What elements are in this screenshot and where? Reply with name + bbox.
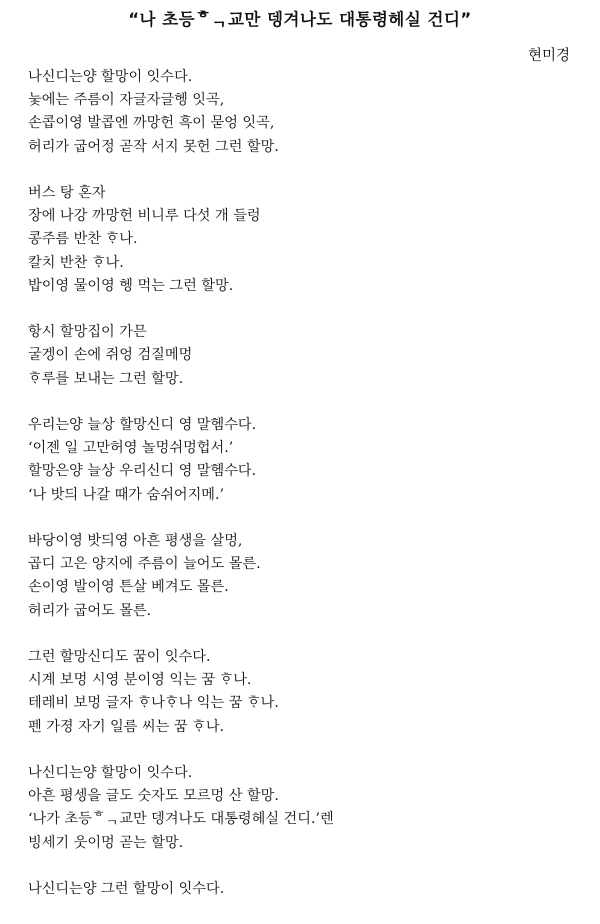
poem-line: 나신디는양 그런 할망이 잇수다.: [28, 881, 225, 897]
poem-line: 장에 나강 까망헌 비니루 다섯 개 들렁: [28, 208, 261, 225]
stanza-8: [28, 878, 588, 901]
stanza-6: [28, 646, 588, 739]
poem-line: 펜 가졍 자기 일름 씨는 꿈 ᄒᆞ나.: [28, 718, 225, 735]
poem-line: 굴겡이 손에 쥐엉 검질메멍: [28, 347, 193, 364]
stanza-1: [28, 66, 588, 159]
poem-line: 허리가 굽어정 곧작 서지 못헌 그런 할망.: [28, 138, 279, 155]
poem-line: 빙세기 웃이멍 곧는 할망.: [28, 834, 184, 851]
stanza-4: [28, 414, 588, 507]
poem-line: 바당이영 밧듸영 아흔 평생을 살멍,: [28, 533, 243, 549]
poem-line: 항시 할망집이 가믄: [28, 324, 147, 341]
poem-line: 나신디는양 할망이 잇수다.: [28, 765, 193, 781]
poem-line: 칼치 반찬 ᄒᆞ나.: [28, 254, 124, 271]
poem-line: 아흔 평셍을 글도 숫자도 모르멍 산 할망.: [28, 788, 279, 805]
poem-line: 허리가 굽어도 몰른.: [28, 602, 152, 619]
poem-line: 테레비 보멍 글자 ᄒᆞ나ᄒᆞ나 익는 꿈 ᄒᆞ나.: [28, 695, 279, 712]
stanza-5: [28, 530, 588, 623]
poem-line: 손이영 발이영 튼살 베겨도 몰른.: [28, 579, 229, 596]
poem-line: 밥이영 물이영 헹 먹는 그런 할망.: [28, 277, 234, 294]
stanza-2: [28, 182, 588, 298]
poem-line: ‘이젠 일 고만허영 놀멍쉬멍헙서.’: [28, 440, 234, 457]
poem-title: “나 초등ᄒᆨ교만 뎅겨나도 대통령헤실 건디”: [128, 10, 472, 29]
poem-body: [28, 66, 588, 924]
poem-line: 곱디 고은 양지에 주름이 늘어도 몰른.: [28, 556, 261, 573]
poem-line: 시계 보멍 시영 분이영 익는 꿈 ᄒᆞ나.: [28, 672, 252, 689]
poem-line: 나신디는양 할망이 잇수다.: [28, 69, 193, 85]
poem-line: 손콥이영 발콥엔 까망헌 흑이 묻엉 잇곡,: [28, 115, 275, 132]
stanza-3: [28, 321, 588, 391]
poem-author: 현미경: [527, 48, 570, 64]
poem-line: ‘나가 초등ᄒᆨ교만 뎅겨나도 대통령헤실 건디.’렌: [28, 811, 334, 828]
poem-line: 우리는양 늘상 할망신디 영 말헴수다.: [28, 417, 257, 433]
stanza-7: [28, 762, 588, 855]
poem-line: 그런 할망신디도 꿈이 잇수다.: [28, 649, 211, 665]
poem-line: 눛에는 주름이 자글자글헹 잇곡,: [28, 92, 225, 109]
poem-line: 할망은양 늘상 우리신디 영 말헴수다.: [28, 463, 257, 480]
poem-line: 버스 탕 혼자: [28, 185, 106, 201]
poem-line: 콩주름 반찬 ᄒᆞ나.: [28, 231, 138, 248]
poem-line: ‘나 밧듸 나갈 때가 숨쉬어지메.’: [28, 486, 225, 503]
poem-line: ᄒᆞ루를 보내는 그런 할망.: [28, 370, 184, 387]
